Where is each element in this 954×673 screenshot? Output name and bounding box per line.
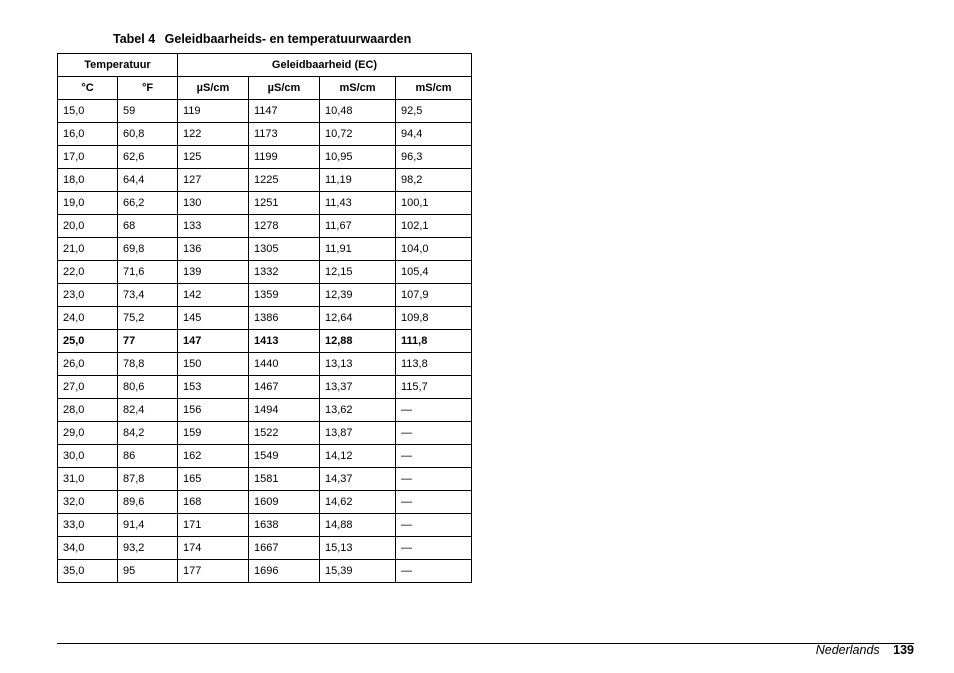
table-cell: 13,62 <box>320 399 396 422</box>
table-cell: 34,0 <box>58 537 118 560</box>
table-cell: 11,91 <box>320 238 396 261</box>
table-cell: 62,6 <box>118 146 178 169</box>
table-row <box>58 353 472 376</box>
table-cell: 113,8 <box>396 353 472 376</box>
table-cell: 10,72 <box>320 123 396 146</box>
table-cell: 93,2 <box>118 537 178 560</box>
table-cell: 1173 <box>249 123 320 146</box>
table-row <box>58 284 472 307</box>
table-cell: 78,8 <box>118 353 178 376</box>
table-cell: 119 <box>178 100 249 123</box>
conductivity-temperature-table <box>57 53 472 583</box>
table-cell: 22,0 <box>58 261 118 284</box>
table-cell: 107,9 <box>396 284 472 307</box>
table-row <box>58 399 472 422</box>
table-cell: 14,12 <box>320 445 396 468</box>
table-caption <box>113 32 411 46</box>
table-cell: 177 <box>178 560 249 583</box>
table-cell: 1332 <box>249 261 320 284</box>
table-cell: 159 <box>178 422 249 445</box>
table-row <box>58 330 472 353</box>
table-cell: 1638 <box>249 514 320 537</box>
table-cell: 145 <box>178 307 249 330</box>
table-cell: 1278 <box>249 215 320 238</box>
table-cell: 82,4 <box>118 399 178 422</box>
table-cell: 94,4 <box>396 123 472 146</box>
table-cell: 1609 <box>249 491 320 514</box>
table-cell: 25,0 <box>58 330 118 353</box>
table-cell: 1225 <box>249 169 320 192</box>
table-cell: 122 <box>178 123 249 146</box>
table-cell: 1522 <box>249 422 320 445</box>
table-row <box>58 422 472 445</box>
table-cell: 150 <box>178 353 249 376</box>
table-cell: 30,0 <box>58 445 118 468</box>
unit-header-row <box>58 77 472 100</box>
table-cell: 87,8 <box>118 468 178 491</box>
table-row <box>58 514 472 537</box>
table-cell: 91,4 <box>118 514 178 537</box>
header-unit-ms-cm-2: mS/cm <box>396 77 472 100</box>
table-cell: 147 <box>178 330 249 353</box>
table-cell: 33,0 <box>58 514 118 537</box>
table-row <box>58 192 472 215</box>
table-cell: 109,8 <box>396 307 472 330</box>
table-cell: 29,0 <box>58 422 118 445</box>
table-cell: 68 <box>118 215 178 238</box>
table-cell: 111,8 <box>396 330 472 353</box>
table-cell: 11,43 <box>320 192 396 215</box>
table-cell: 98,2 <box>396 169 472 192</box>
table-row <box>58 261 472 284</box>
table-cell: 1494 <box>249 399 320 422</box>
table-cell: 1147 <box>249 100 320 123</box>
table-cell: 130 <box>178 192 249 215</box>
table-cell: 1696 <box>249 560 320 583</box>
table-cell: 12,39 <box>320 284 396 307</box>
table-cell: 95 <box>118 560 178 583</box>
table-number: Tabel 4 <box>113 32 156 46</box>
table-cell: 16,0 <box>58 123 118 146</box>
table-cell: 171 <box>178 514 249 537</box>
header-temperature: Temperatuur <box>58 54 178 77</box>
table-cell: 13,87 <box>320 422 396 445</box>
table-cell: 28,0 <box>58 399 118 422</box>
table-cell: 80,6 <box>118 376 178 399</box>
footer-divider <box>57 643 914 644</box>
table-cell: 1199 <box>249 146 320 169</box>
page-footer <box>816 643 914 657</box>
page-number: 139 <box>893 643 914 657</box>
table-cell: 73,4 <box>118 284 178 307</box>
table-cell: 127 <box>178 169 249 192</box>
table-cell: 1549 <box>249 445 320 468</box>
table-row <box>58 468 472 491</box>
table-cell: 10,48 <box>320 100 396 123</box>
table-cell: 14,62 <box>320 491 396 514</box>
table-cell: 153 <box>178 376 249 399</box>
table-cell: 104,0 <box>396 238 472 261</box>
table-cell: 156 <box>178 399 249 422</box>
table-cell: 27,0 <box>58 376 118 399</box>
table-row <box>58 238 472 261</box>
table-row <box>58 560 472 583</box>
table-cell: 13,37 <box>320 376 396 399</box>
table-cell: 64,4 <box>118 169 178 192</box>
table-cell: — <box>396 491 472 514</box>
table-cell: 15,0 <box>58 100 118 123</box>
table-cell: 102,1 <box>396 215 472 238</box>
table-cell: — <box>396 422 472 445</box>
table-cell: 20,0 <box>58 215 118 238</box>
table-cell: 115,7 <box>396 376 472 399</box>
table-row <box>58 491 472 514</box>
table-row <box>58 376 472 399</box>
table-cell: 75,2 <box>118 307 178 330</box>
table-cell: 142 <box>178 284 249 307</box>
table-cell: 100,1 <box>396 192 472 215</box>
table-cell: 139 <box>178 261 249 284</box>
table-body <box>58 100 472 583</box>
table-cell: 12,88 <box>320 330 396 353</box>
table-cell: 165 <box>178 468 249 491</box>
header-unit-us-cm-2: µS/cm <box>249 77 320 100</box>
table-cell: — <box>396 537 472 560</box>
table-cell: 11,67 <box>320 215 396 238</box>
table-row <box>58 307 472 330</box>
header-unit-us-cm-1: µS/cm <box>178 77 249 100</box>
table-cell: 1667 <box>249 537 320 560</box>
table-cell: 84,2 <box>118 422 178 445</box>
table-cell: 136 <box>178 238 249 261</box>
table-cell: 14,88 <box>320 514 396 537</box>
table-cell: 13,13 <box>320 353 396 376</box>
table-cell: 133 <box>178 215 249 238</box>
table-cell: 1440 <box>249 353 320 376</box>
table-cell: — <box>396 445 472 468</box>
table-cell: 92,5 <box>396 100 472 123</box>
table-cell: 1305 <box>249 238 320 261</box>
table-cell: 168 <box>178 491 249 514</box>
table-cell: 32,0 <box>58 491 118 514</box>
header-unit-ms-cm-1: mS/cm <box>320 77 396 100</box>
table-cell: 12,64 <box>320 307 396 330</box>
table-cell: — <box>396 560 472 583</box>
table-row <box>58 537 472 560</box>
table-cell: 60,8 <box>118 123 178 146</box>
table-cell: 35,0 <box>58 560 118 583</box>
table-cell: 1386 <box>249 307 320 330</box>
table-row <box>58 100 472 123</box>
table-cell: 69,8 <box>118 238 178 261</box>
table-cell: 31,0 <box>58 468 118 491</box>
table-cell: 162 <box>178 445 249 468</box>
table-cell: 1359 <box>249 284 320 307</box>
header-conductivity: Geleidbaarheid (EC) <box>178 54 472 77</box>
table-cell: 1413 <box>249 330 320 353</box>
table-cell: 89,6 <box>118 491 178 514</box>
table-cell: 59 <box>118 100 178 123</box>
table-row <box>58 146 472 169</box>
table-cell: 14,37 <box>320 468 396 491</box>
table-cell: 23,0 <box>58 284 118 307</box>
table-cell: 10,95 <box>320 146 396 169</box>
table-cell: 17,0 <box>58 146 118 169</box>
table-cell: 71,6 <box>118 261 178 284</box>
table-cell: 26,0 <box>58 353 118 376</box>
table-row <box>58 215 472 238</box>
table-cell: — <box>396 399 472 422</box>
table-row <box>58 169 472 192</box>
table-cell: 77 <box>118 330 178 353</box>
header-unit-celsius: °C <box>58 77 118 100</box>
table-cell: 21,0 <box>58 238 118 261</box>
table-cell: 15,39 <box>320 560 396 583</box>
table-cell: 19,0 <box>58 192 118 215</box>
table-cell: 105,4 <box>396 261 472 284</box>
table-title: Geleidbaarheids- en temperatuurwaarden <box>164 32 412 46</box>
table-cell: — <box>396 514 472 537</box>
table-cell: 1467 <box>249 376 320 399</box>
table-cell: 18,0 <box>58 169 118 192</box>
table-row <box>58 445 472 468</box>
table-cell: — <box>396 468 472 491</box>
table-cell: 15,13 <box>320 537 396 560</box>
footer-language: Nederlands <box>815 643 880 657</box>
table-cell: 12,15 <box>320 261 396 284</box>
header-unit-fahrenheit: °F <box>118 77 178 100</box>
table-cell: 96,3 <box>396 146 472 169</box>
table-cell: 86 <box>118 445 178 468</box>
table-row <box>58 123 472 146</box>
table-cell: 1251 <box>249 192 320 215</box>
table-cell: 24,0 <box>58 307 118 330</box>
table-cell: 1581 <box>249 468 320 491</box>
table-cell: 125 <box>178 146 249 169</box>
table-cell: 66,2 <box>118 192 178 215</box>
table-cell: 11,19 <box>320 169 396 192</box>
group-header-row <box>58 54 472 77</box>
table-cell: 174 <box>178 537 249 560</box>
